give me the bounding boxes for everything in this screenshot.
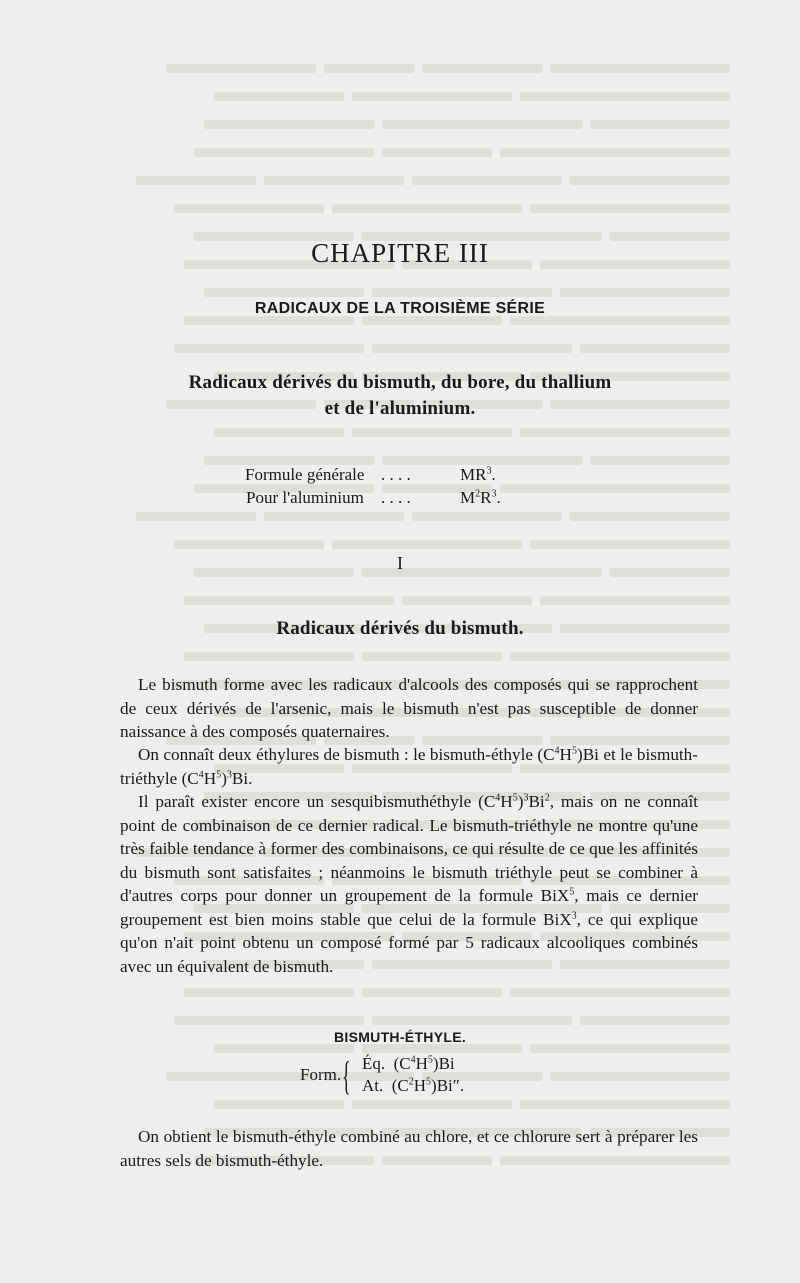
formula-row-equivalent: Éq. $(C^4H^5)Bi$ bbox=[362, 1054, 455, 1073]
bleed-through-line bbox=[90, 419, 730, 447]
formula-block bbox=[0, 1052, 800, 1104]
section-title-line-2: et de l'aluminium. bbox=[324, 398, 476, 419]
formula-aluminium-dots: . . . . bbox=[381, 488, 411, 507]
paragraph-4: On obtient le bismuth-éthyle combiné au chlore, et ce chlorure sert à préparer les autres sels de bismuth-éthyle. bbox=[120, 1127, 698, 1170]
paragraph-1: Le bismuth forme avec les radicaux d'alcools des composés qui se rapprochent de ceux dérivés de l'arsenic, mais le bismuth n'est pas susceptible de donner naissance à des composés quaternaires. bbox=[120, 675, 698, 741]
bleed-through-line bbox=[90, 167, 730, 195]
chapter-title: CHAPITRE III bbox=[311, 238, 489, 268]
formula-general-dots: . . . . bbox=[381, 465, 411, 484]
compound-heading: BISMUTH-ÉTHYLE. bbox=[333, 1029, 467, 1045]
bleed-through-line bbox=[90, 979, 730, 1007]
section-title-bismuth: Radicaux dérivés du bismuth. bbox=[276, 618, 524, 639]
brace-glyph: { bbox=[342, 1053, 351, 1098]
bleed-through-line bbox=[90, 111, 730, 139]
formula-row-atomic: At. $(C^2H^5)Bi''$. bbox=[362, 1076, 465, 1095]
formula-block-label: Form. bbox=[300, 1065, 342, 1084]
series-title: RADICAUX DE LA TROISIÈME SÉRIE bbox=[254, 300, 546, 317]
paragraph-3: Il paraît exister encore un sesquibismuthéthyle $(C^4H^5)^3Bi^2$, mais on ne connaît point de combinaison de ce dernier radical. Le bismuth-triéthyle ne montre qu'une très faible tendance à former des combinaisons, ce qui résulte de ce que les affinités du bismuth sont satisfaites ; néanmoins le bismuth triéthyle peut se combiner à d'autres corps pour donner un groupement de la formule BiX$^5$, mais ce dernier groupement est bien moins stable que celui de la formule BiX$^3$, ce qui explique qu'on n'ait point obtenu un composé formé par 5 radicaux alcooliques combinés avec un équivalent de bismuth. bbox=[120, 792, 699, 976]
section-title-line-1: Radicaux dérivés du bismuth, du bore, du thallium bbox=[188, 372, 612, 393]
bleed-through-line bbox=[90, 587, 730, 615]
bleed-through-line bbox=[90, 195, 730, 223]
formula-aluminium-value: $M^2R^3$. bbox=[460, 488, 501, 507]
formula-general-value: $MR^3$. bbox=[460, 465, 496, 484]
paragraph-2: On connaît deux éthylures de bismuth : le bismuth-éthyle $(C^4H^5)Bi$ et le bismuth-triéthyle $(C^4H^5)^3Bi$. bbox=[120, 745, 699, 788]
formula-aluminium-label: Pour l'aluminium bbox=[246, 488, 364, 507]
bleed-through-line bbox=[90, 643, 730, 671]
bleed-through-line bbox=[90, 55, 730, 83]
subsection-number: I bbox=[397, 553, 403, 573]
bleed-through-line bbox=[90, 83, 730, 111]
formula-general-label: Formule générale bbox=[245, 465, 365, 484]
bleed-through-line bbox=[90, 139, 730, 167]
bleed-through-line bbox=[90, 335, 730, 363]
